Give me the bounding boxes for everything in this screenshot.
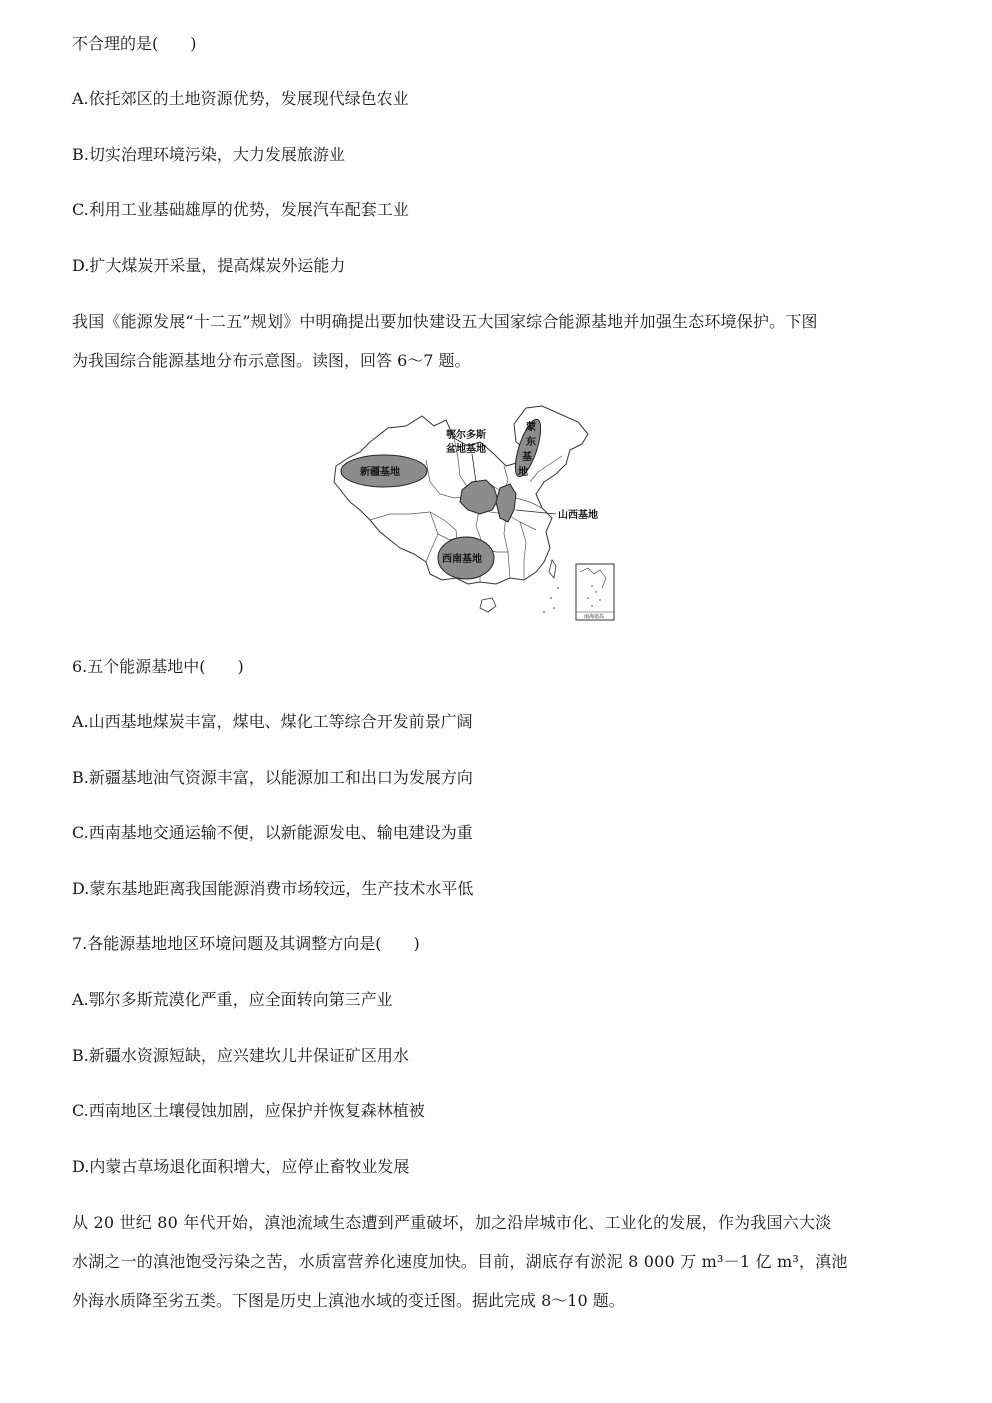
passage-dianchi-line-2: 水湖之一的滇池饱受污染之苦，水质富营养化速度加快。目前，湖底存有淤泥 8 000 万 m³－1 亿 m³，滇池 <box>72 1252 848 1271</box>
xinan-base-label: 西南基地 <box>442 554 482 565</box>
shanxi-base-label: 山西基地 <box>558 510 598 521</box>
q5-option-b: B.切实治理环境污染，大力发展旅游业 <box>72 145 345 164</box>
question-7-stem: 7.各能源基地地区环境问题及其调整方向是( ) <box>72 934 420 953</box>
q6-option-b: B.新疆基地油气资源丰富，以能源加工和出口为发展方向 <box>72 768 473 787</box>
q5-option-a: A.依托郊区的土地资源优势，发展现代绿色农业 <box>72 89 409 108</box>
q7-option-d: D.内蒙古草场退化面积增大，应停止畜牧业发展 <box>72 1157 410 1176</box>
energy-base-map <box>330 402 620 624</box>
coastal-islands <box>543 587 559 613</box>
ordos-base-label-1: 鄂尔多斯 <box>446 430 486 441</box>
passage-energy-line-1: 我国《能源发展“十二五”规划》中明确提出要加快建设五大国家综合能源基地并加强生态环境保护。下图 <box>72 312 818 331</box>
mengdong-label-4: 地 <box>518 467 528 478</box>
q5-option-d: D.扩大煤炭开采量，提高煤炭外运能力 <box>72 256 346 275</box>
question-6-stem: 6.五个能源基地中( ) <box>72 657 244 676</box>
mengdong-label-3: 基 <box>522 452 532 463</box>
mengdong-label-1: 蒙 <box>526 422 536 433</box>
q7-option-c: C.西南地区土壤侵蚀加剧，应保护并恢复森林植被 <box>72 1101 425 1120</box>
mengdong-label-2: 东 <box>526 437 536 448</box>
ordos-base-label-2: 盆地基地 <box>446 444 486 455</box>
q6-option-c: C.西南基地交通运输不便，以新能源发电、输电建设为重 <box>72 823 473 842</box>
q6-option-d: D.蒙东基地距离我国能源消费市场较远，生产技术水平低 <box>72 879 474 898</box>
passage-dianchi-line-1: 从 20 世纪 80 年代开始，滇池流域生态遭到严重破坏，加之沿岸城市化、工业化的发展，作为我国六大淡 <box>72 1213 832 1232</box>
passage-dianchi-line-3: 外海水质降至劣五类。下图是历史上滇池水域的变迁图。据此完成 8～10 题。 <box>72 1291 625 1310</box>
taiwan-island <box>549 560 556 578</box>
q7-option-b: B.新疆水资源短缺，应兴建坎儿井保证矿区用水 <box>72 1046 409 1065</box>
hainan-island <box>480 598 496 612</box>
q5-option-c: C.利用工业基础雄厚的优势，发展汽车配套工业 <box>72 200 409 219</box>
china-map-svg <box>330 402 620 624</box>
inset-label: 南海诸岛 <box>584 614 605 620</box>
q7-option-a: A.鄂尔多斯荒漠化严重，应全面转向第三产业 <box>72 990 393 1009</box>
xinjiang-base-label: 新疆基地 <box>360 467 400 478</box>
passage-energy-line-2: 为我国综合能源基地分布示意图。读图，回答 6～7 题。 <box>72 351 471 370</box>
question-5-tail: 不合理的是( ) <box>72 34 197 53</box>
q6-option-a: A.山西基地煤炭丰富，煤电、煤化工等综合开发前景广阔 <box>72 712 473 731</box>
south-china-sea-inset <box>576 564 614 620</box>
